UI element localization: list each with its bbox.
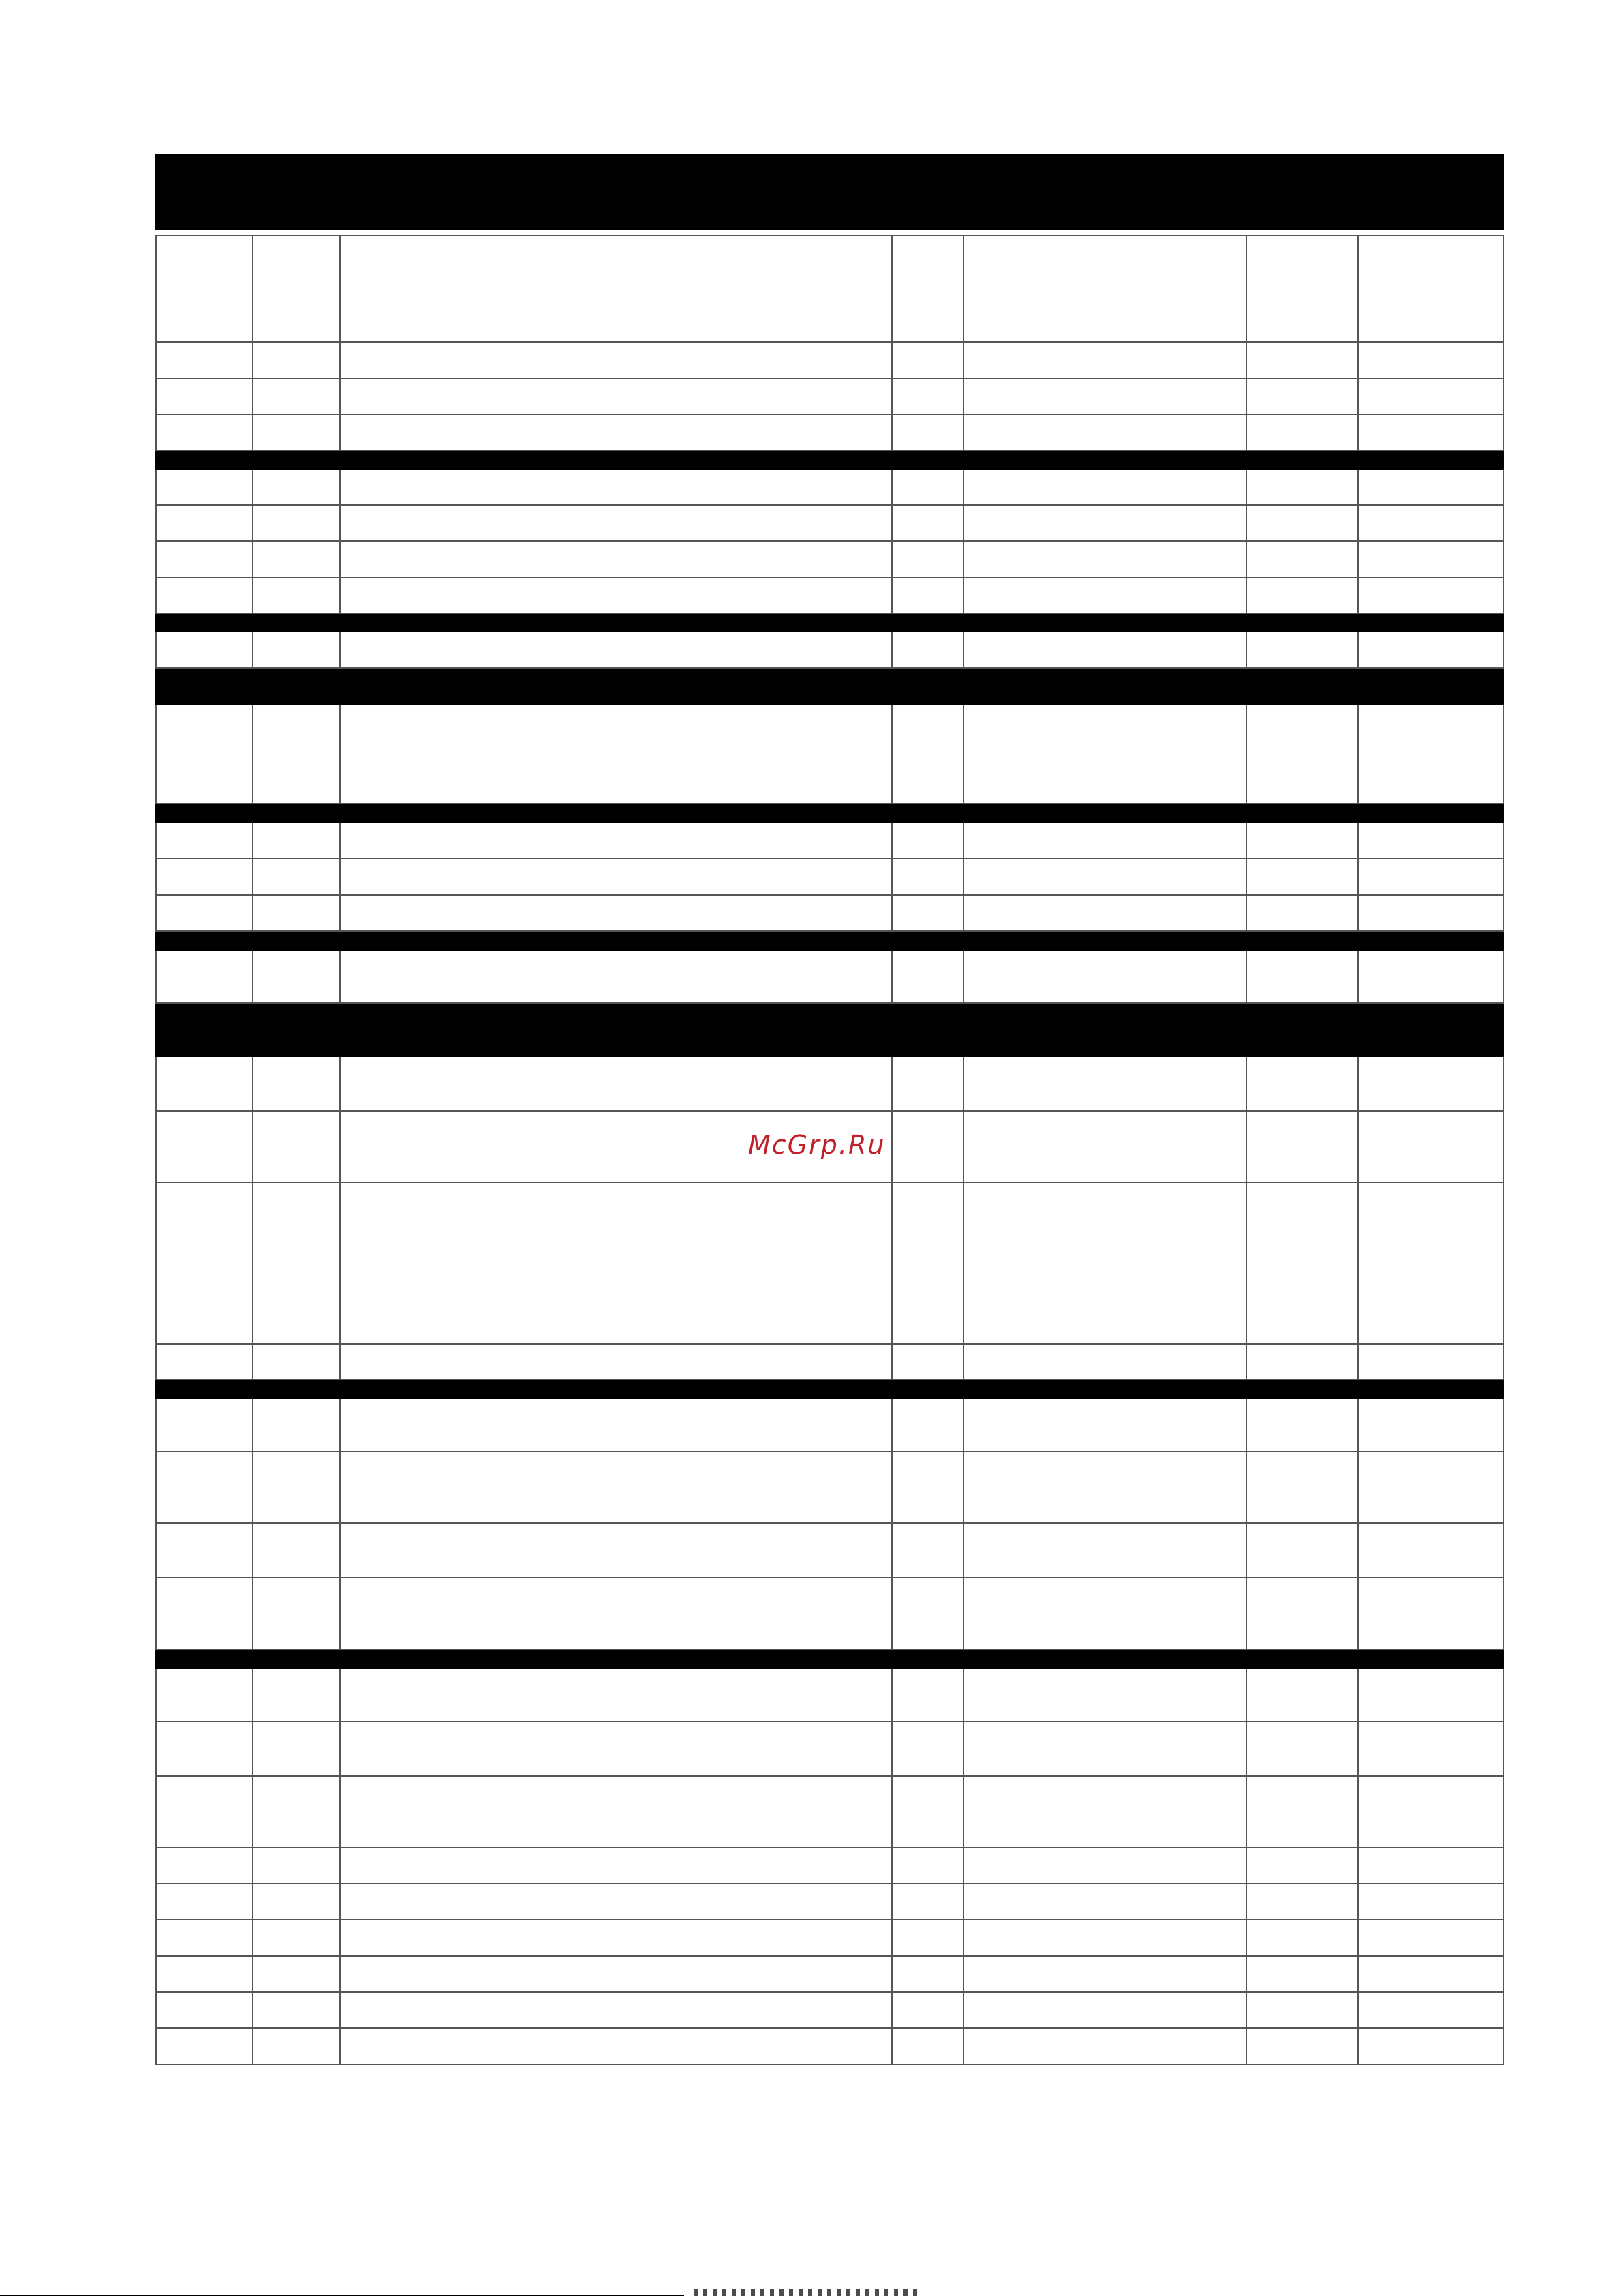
table-cell-divider bbox=[963, 343, 964, 378]
table-row bbox=[155, 2029, 1504, 2065]
table-row bbox=[155, 379, 1504, 415]
table-cell-divider bbox=[252, 896, 253, 930]
table-cell-divider bbox=[891, 859, 893, 894]
table-cell-divider bbox=[1357, 379, 1359, 414]
table-cell-divider bbox=[1357, 2029, 1359, 2064]
table-cell-divider bbox=[963, 1957, 964, 1991]
section-separator-bar bbox=[155, 1004, 1504, 1057]
table-cell-divider bbox=[1246, 1112, 1247, 1182]
table-cell-divider bbox=[339, 1777, 341, 1847]
section-separator-bar bbox=[155, 614, 1504, 632]
table-cell-divider bbox=[1246, 506, 1247, 540]
table-cell-divider bbox=[339, 705, 341, 803]
table-cell-divider bbox=[891, 1112, 893, 1182]
table-cell-divider bbox=[963, 1578, 964, 1649]
table-cell-divider bbox=[252, 1399, 253, 1451]
table-cell-divider bbox=[1246, 1452, 1247, 1522]
table-cell-divider bbox=[891, 1345, 893, 1379]
table-cell-divider bbox=[1357, 1993, 1359, 2027]
table-cell-divider bbox=[1357, 415, 1359, 450]
table-cell-divider bbox=[1246, 1183, 1247, 1343]
table-cell-divider bbox=[1357, 823, 1359, 858]
table-row bbox=[155, 951, 1504, 1004]
table-cell-divider bbox=[1246, 1057, 1247, 1110]
table-cell-divider bbox=[339, 578, 341, 613]
table-cell-divider bbox=[891, 1452, 893, 1522]
table-row bbox=[155, 859, 1504, 896]
table-cell-divider bbox=[891, 415, 893, 450]
table-cell-divider bbox=[339, 1524, 341, 1577]
table-cell-divider bbox=[1246, 1777, 1247, 1847]
table-row bbox=[155, 1669, 1504, 1722]
table-cell-divider bbox=[891, 1993, 893, 2027]
table-cell-divider bbox=[1357, 506, 1359, 540]
table-cell-divider bbox=[339, 859, 341, 894]
table-row bbox=[155, 1777, 1504, 1848]
table-cell-divider bbox=[963, 1183, 964, 1343]
table-cell-divider bbox=[963, 1057, 964, 1110]
table-cell-divider bbox=[963, 470, 964, 504]
table-cell-divider bbox=[339, 415, 341, 450]
table-cell-divider bbox=[252, 470, 253, 504]
table-row bbox=[155, 1452, 1504, 1524]
table-cell-divider bbox=[963, 1777, 964, 1847]
table-cell-divider bbox=[963, 1722, 964, 1775]
table-cell-divider bbox=[339, 896, 341, 930]
table-cell-divider bbox=[891, 632, 893, 667]
table-cell-divider bbox=[963, 1524, 964, 1577]
table-cell-divider bbox=[891, 705, 893, 803]
table-cell-divider bbox=[339, 470, 341, 504]
table-cell-divider bbox=[252, 1183, 253, 1343]
table-row bbox=[155, 542, 1504, 578]
table-cell-divider bbox=[1246, 1578, 1247, 1649]
table-cell-divider bbox=[1357, 343, 1359, 378]
table-cell-divider bbox=[963, 415, 964, 450]
table-cell-divider bbox=[252, 1112, 253, 1182]
table-row bbox=[155, 1993, 1504, 2029]
table-cell-divider bbox=[1246, 1920, 1247, 1955]
table-cell-divider bbox=[1357, 470, 1359, 504]
table-cell-divider bbox=[1357, 951, 1359, 1002]
table-cell-divider bbox=[963, 1884, 964, 1919]
table-cell-divider bbox=[1246, 705, 1247, 803]
table-row bbox=[155, 632, 1504, 669]
table-cell-divider bbox=[963, 1993, 964, 2027]
table-cell-divider bbox=[252, 2029, 253, 2064]
table-cell-divider bbox=[1246, 1524, 1247, 1577]
table-cell-divider bbox=[339, 379, 341, 414]
table-cell-divider bbox=[1357, 1669, 1359, 1721]
table-cell-divider bbox=[891, 896, 893, 930]
table-cell-divider bbox=[891, 2029, 893, 2064]
table-cell-divider bbox=[1246, 379, 1247, 414]
table-cell-divider bbox=[963, 632, 964, 667]
table-cell-divider bbox=[252, 705, 253, 803]
table-cell-divider bbox=[891, 1399, 893, 1451]
table-cell-divider bbox=[891, 1183, 893, 1343]
table-cell-divider bbox=[1246, 823, 1247, 858]
table-row bbox=[155, 1722, 1504, 1777]
table-cell-divider bbox=[963, 1920, 964, 1955]
table-cell-divider bbox=[1357, 236, 1359, 341]
table-row bbox=[155, 1057, 1504, 1112]
table-cell-divider bbox=[891, 1524, 893, 1577]
table-cell-divider bbox=[1357, 578, 1359, 613]
table-cell-divider bbox=[339, 542, 341, 577]
table-cell-divider bbox=[963, 1669, 964, 1721]
table-row bbox=[155, 1524, 1504, 1578]
table-cell-divider bbox=[252, 951, 253, 1002]
table-row bbox=[155, 1399, 1504, 1452]
table-row bbox=[155, 1848, 1504, 1884]
table-cell-divider bbox=[339, 1345, 341, 1379]
section-separator-bar bbox=[155, 1380, 1504, 1399]
table-cell-divider bbox=[963, 1848, 964, 1883]
footer-mark bbox=[694, 2289, 918, 2296]
table-cell-divider bbox=[339, 506, 341, 540]
table-cell-divider bbox=[1357, 1057, 1359, 1110]
table-cell-divider bbox=[891, 236, 893, 341]
table-cell-divider bbox=[339, 1183, 341, 1343]
table-cell-divider bbox=[252, 1777, 253, 1847]
table-cell-divider bbox=[1246, 236, 1247, 341]
header-bar bbox=[155, 154, 1504, 230]
table-cell-divider bbox=[891, 470, 893, 504]
table-cell-divider bbox=[339, 1884, 341, 1919]
table-cell-divider bbox=[1246, 1848, 1247, 1883]
table-cell-divider bbox=[1246, 343, 1247, 378]
table-cell-divider bbox=[1246, 1957, 1247, 1991]
table-cell-divider bbox=[891, 1669, 893, 1721]
table-cell-divider bbox=[252, 1345, 253, 1379]
table-row bbox=[155, 1957, 1504, 1993]
table-cell-divider bbox=[252, 1884, 253, 1919]
table-cell-divider bbox=[963, 859, 964, 894]
table-cell-divider bbox=[339, 1452, 341, 1522]
table-cell-divider bbox=[891, 1848, 893, 1883]
table-cell-divider bbox=[252, 823, 253, 858]
table-cell-divider bbox=[963, 896, 964, 930]
table-cell-divider bbox=[1357, 1399, 1359, 1451]
table-cell-divider bbox=[252, 236, 253, 341]
table-cell-divider bbox=[963, 236, 964, 341]
table-cell-divider bbox=[963, 951, 964, 1002]
table-cell-divider bbox=[891, 1884, 893, 1919]
table-row bbox=[155, 1183, 1504, 1345]
table-row bbox=[155, 578, 1504, 614]
table-cell-divider bbox=[252, 1993, 253, 2027]
table-cell-divider bbox=[1357, 1722, 1359, 1775]
table-cell-divider bbox=[339, 1112, 341, 1182]
table-cell-divider bbox=[1357, 1452, 1359, 1522]
table-row bbox=[155, 823, 1504, 859]
table-cell-divider bbox=[252, 859, 253, 894]
table-row bbox=[155, 415, 1504, 451]
table-cell-divider bbox=[1357, 1920, 1359, 1955]
table-cell-divider bbox=[1246, 415, 1247, 450]
table-cell-divider bbox=[1357, 896, 1359, 930]
table-cell-divider bbox=[963, 705, 964, 803]
table-cell-divider bbox=[339, 1957, 341, 1991]
table-row bbox=[155, 1345, 1504, 1380]
table-cell-divider bbox=[1357, 1112, 1359, 1182]
table-cell-divider bbox=[1246, 1669, 1247, 1721]
section-separator-bar bbox=[155, 669, 1504, 705]
table-cell-divider bbox=[252, 1848, 253, 1883]
table-cell-divider bbox=[339, 236, 341, 341]
section-separator-bar bbox=[155, 932, 1504, 951]
table-cell-divider bbox=[1246, 542, 1247, 577]
table-cell-divider bbox=[1357, 859, 1359, 894]
section-separator-bar bbox=[155, 1650, 1504, 1669]
table-cell-divider bbox=[1357, 1524, 1359, 1577]
table-cell-divider bbox=[1246, 1884, 1247, 1919]
table-cell-divider bbox=[1246, 578, 1247, 613]
table-cell-divider bbox=[339, 1578, 341, 1649]
table-row bbox=[155, 506, 1504, 542]
table-cell-divider bbox=[252, 542, 253, 577]
table-cell-divider bbox=[339, 1722, 341, 1775]
table-cell-divider bbox=[1246, 1722, 1247, 1775]
table-cell-divider bbox=[252, 415, 253, 450]
table-cell-divider bbox=[252, 1669, 253, 1721]
table-row bbox=[155, 1884, 1504, 1920]
table-cell-divider bbox=[891, 1920, 893, 1955]
table-row bbox=[155, 343, 1504, 379]
table-cell-divider bbox=[339, 823, 341, 858]
table-cell-divider bbox=[891, 542, 893, 577]
table-cell-divider bbox=[1357, 542, 1359, 577]
section-separator-bar bbox=[155, 451, 1504, 470]
table-cell-divider bbox=[339, 1057, 341, 1110]
table-cell-divider bbox=[891, 379, 893, 414]
table-cell-divider bbox=[252, 1057, 253, 1110]
table-cell-divider bbox=[252, 379, 253, 414]
table-cell-divider bbox=[891, 1057, 893, 1110]
table-cell-divider bbox=[1357, 1345, 1359, 1379]
table-cell-divider bbox=[891, 578, 893, 613]
table-row bbox=[155, 1578, 1504, 1650]
table-cell-divider bbox=[252, 1957, 253, 1991]
table-cell-divider bbox=[1246, 470, 1247, 504]
table-cell-divider bbox=[891, 506, 893, 540]
table-cell-divider bbox=[1357, 1884, 1359, 1919]
table-cell-divider bbox=[1357, 1777, 1359, 1847]
table-cell-divider bbox=[252, 1578, 253, 1649]
table-cell-divider bbox=[963, 2029, 964, 2064]
table-row bbox=[155, 896, 1504, 932]
table-cell-divider bbox=[963, 1399, 964, 1451]
table-cell-divider bbox=[252, 1524, 253, 1577]
table-cell-divider bbox=[339, 2029, 341, 2064]
table-cell-divider bbox=[339, 1993, 341, 2027]
table-cell-divider bbox=[1357, 1957, 1359, 1991]
table-cell-divider bbox=[963, 506, 964, 540]
watermark-text: McGrp.Ru bbox=[748, 1130, 886, 1160]
table-cell-divider bbox=[339, 343, 341, 378]
table-cell-divider bbox=[252, 1722, 253, 1775]
table-row bbox=[155, 470, 1504, 506]
table-cell-divider bbox=[252, 632, 253, 667]
table-cell-divider bbox=[963, 1112, 964, 1182]
table-cell-divider bbox=[963, 1452, 964, 1522]
table-cell-divider bbox=[252, 578, 253, 613]
table-cell-divider bbox=[963, 542, 964, 577]
table-cell-divider bbox=[1357, 1578, 1359, 1649]
table-cell-divider bbox=[1357, 632, 1359, 667]
table-cell-divider bbox=[891, 1578, 893, 1649]
table-row bbox=[155, 1920, 1504, 1957]
table-cell-divider bbox=[252, 506, 253, 540]
table-cell-divider bbox=[891, 951, 893, 1002]
table-cell-divider bbox=[963, 578, 964, 613]
table-cell-divider bbox=[339, 1399, 341, 1451]
table-cell-divider bbox=[1246, 1399, 1247, 1451]
table-cell-divider bbox=[252, 1920, 253, 1955]
table-cell-divider bbox=[963, 1345, 964, 1379]
table-cell-divider bbox=[339, 951, 341, 1002]
table-cell-divider bbox=[339, 632, 341, 667]
table-cell-divider bbox=[963, 379, 964, 414]
table-cell-divider bbox=[1246, 632, 1247, 667]
table-row bbox=[155, 235, 1504, 343]
table-cell-divider bbox=[1246, 1345, 1247, 1379]
table-cell-divider bbox=[339, 1920, 341, 1955]
table-cell-divider bbox=[1246, 896, 1247, 930]
table-cell-divider bbox=[891, 1777, 893, 1847]
table-cell-divider bbox=[252, 1452, 253, 1522]
table-cell-divider bbox=[1246, 1993, 1247, 2027]
table-cell-divider bbox=[891, 1722, 893, 1775]
section-separator-bar bbox=[155, 804, 1504, 823]
table-cell-divider bbox=[891, 343, 893, 378]
table-cell-divider bbox=[1357, 705, 1359, 803]
table-cell-divider bbox=[1246, 951, 1247, 1002]
table-row bbox=[155, 705, 1504, 804]
table-cell-divider bbox=[1357, 1183, 1359, 1343]
table-cell-divider bbox=[1246, 2029, 1247, 2064]
table-cell-divider bbox=[339, 1848, 341, 1883]
table-cell-divider bbox=[891, 1957, 893, 1991]
table-cell-divider bbox=[963, 823, 964, 858]
table-cell-divider bbox=[1246, 859, 1247, 894]
table-cell-divider bbox=[1357, 1848, 1359, 1883]
table-cell-divider bbox=[339, 1669, 341, 1721]
table-cell-divider bbox=[891, 823, 893, 858]
table-cell-divider bbox=[252, 343, 253, 378]
